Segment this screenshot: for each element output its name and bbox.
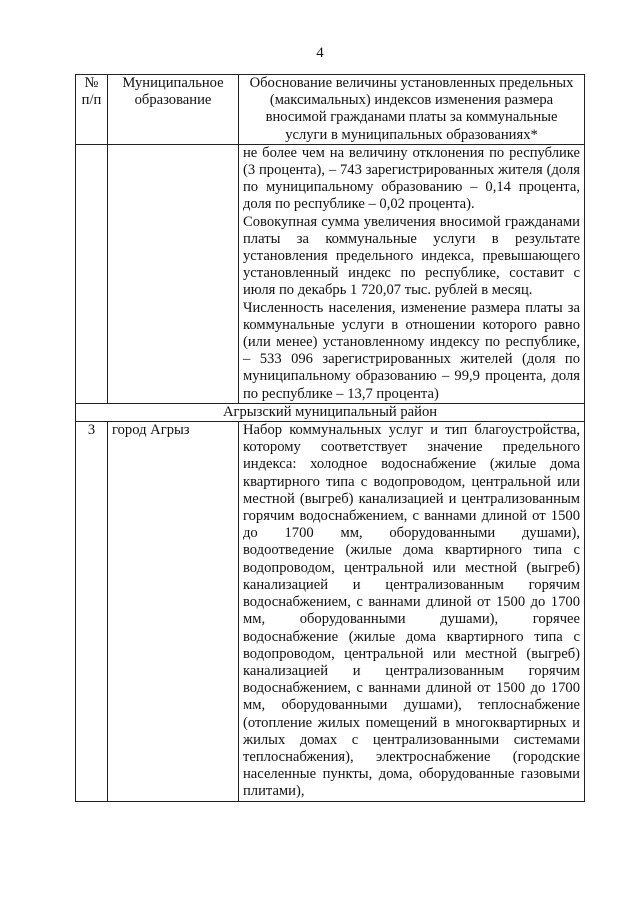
continuation-paragraph: не более чем на величину отклонения по республике (3 процента), – 743 зарегистрированных жителя (доля по муниципальному образованию – 0,14 процента, доля по республике – 0,02 процента). xyxy=(243,144,580,213)
table-header-row xyxy=(76,75,585,145)
continuation-text-cell xyxy=(239,144,585,403)
continuation-paragraph: Совокупная сумма увеличения вносимой гражданами платы за коммунальные услуги в результате установления предельного индекса, превышающего установленный индекс по республике, составит с июля по декабрь 1 720,07 тыс. рублей в месяц. xyxy=(243,213,580,299)
header-justification: Обоснование величины установленных предельных (максимальных) индексов изменения размера вносимой гражданами платы за коммунальные услуги в муниципальных образованиях* xyxy=(239,75,585,145)
row-justification xyxy=(239,422,585,801)
row-municipality: город Агрыз xyxy=(108,422,239,801)
header-municipality: Муниципальное образование xyxy=(108,75,239,145)
row-number: 3 xyxy=(76,422,108,801)
continuation-municipality-cell xyxy=(108,144,239,403)
table-row xyxy=(76,422,585,801)
index-justification-table xyxy=(75,74,585,802)
continuation-row xyxy=(76,144,585,403)
continuation-paragraph: Численность населения, изменение размера платы за коммунальные услуги в отношении которого равно (или менее) установленному индексу по республике, – 533 096 зарегистрированных жителей (доля по муниципальному образованию – 99,9 процента, доля по республике – 13,7 процента) xyxy=(243,299,580,402)
row-justification-text: Набор коммунальных услуг и тип благоустройства, которому соответствует значение предельного индекса: холодное водоснабжение (жилые дома квартирного типа с водопроводом, центральной или местной (выгреб) канализацией и централизованным горячим водоснабжением, с ваннами длиной от 1500 до 1700 мм, оборудованными душами), водоотведение (жилые дома квартирного типа с водопроводом, центральной или местной (выгреб) канализацией и централизованным горячим водоснабжением, с ваннами длиной от 1500 до 1700 мм, оборудованными душами), горячее водоснабжение (жилые дома квартирного типа с водопроводом, центральной или местной (выгреб) канализацией и централизованным горячим водоснабжением, с ваннами длиной от 1500 до 1700 мм, оборудованными душами), теплоснабжение (отопление жилых помещений в многоквартирных и жилых домах с централизованными системами теплоснабжения), электроснабжение (городские населенные пункты, дома, оборудованные газовыми плитами), xyxy=(243,422,580,800)
page-number: 4 xyxy=(316,45,324,61)
section-row xyxy=(76,403,585,421)
header-number: № п/п xyxy=(76,75,108,145)
section-title: Агрызский муниципальный район xyxy=(76,403,585,421)
continuation-number-cell xyxy=(76,144,108,403)
